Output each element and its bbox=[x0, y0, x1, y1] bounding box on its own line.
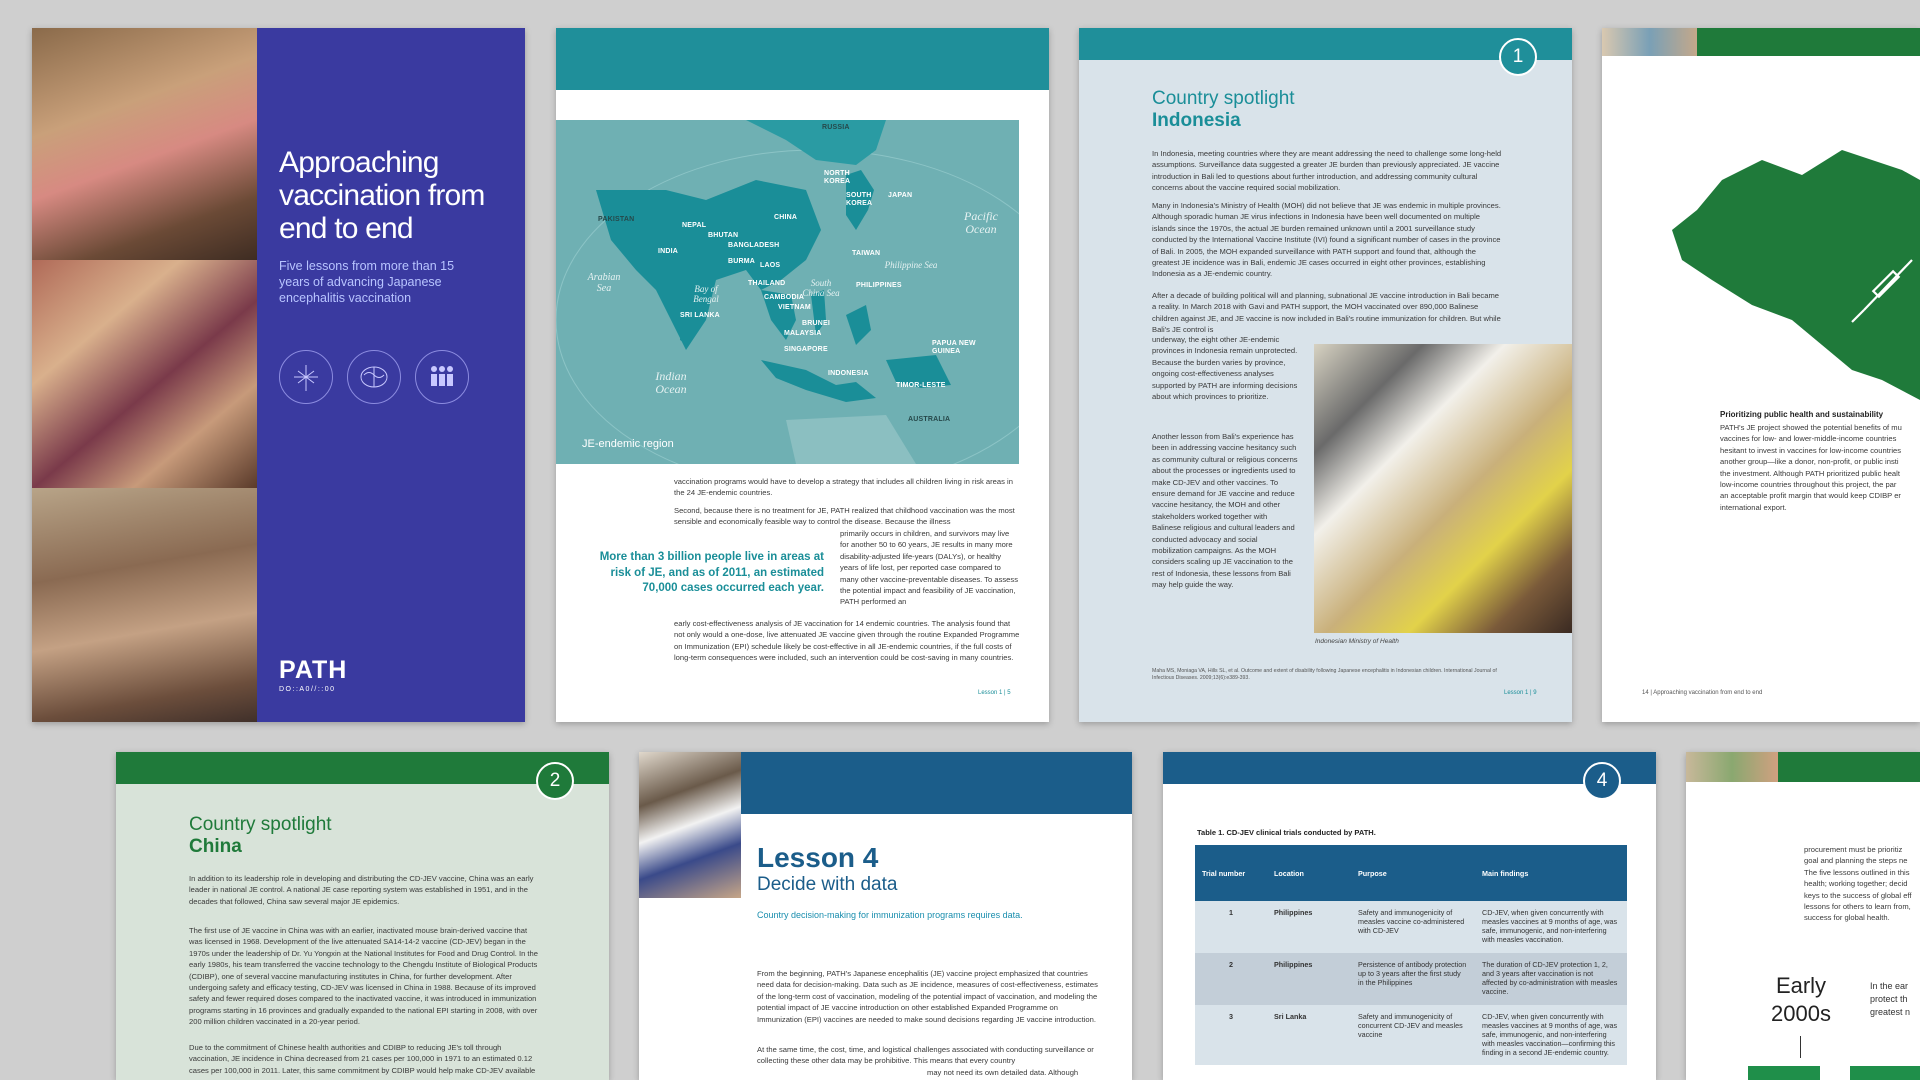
indonesia-photo-caption: Indonesian Ministry of Health bbox=[1315, 638, 1399, 645]
lesson4-photo bbox=[639, 752, 741, 898]
lesson-number-badge: 4 bbox=[1583, 762, 1621, 800]
map-label-pakistan: PAKISTAN bbox=[598, 216, 635, 223]
china-map-line: hesitant to invest in vaccines for low-income countries bbox=[1720, 445, 1902, 455]
lesson4-para3: may not need its own detailed data. Although bbox=[927, 1068, 1079, 1077]
lesson4-para1: From the beginning, PATH's Japanese encephalitis (JE) vaccine project emphasized that countries need data for decision-making. Data such as JE incidence, measures of cost-effectiveness, estimates of the long-term cost of vaccination, modeling of the potential impact of vaccination, and modeling the potential impact of JE vaccine introduction on other established Expanded Programme on Immunization (EPI) vaccines are needed to make sound decisions regarding JE vaccine introduction. bbox=[757, 969, 1098, 1024]
table-row bbox=[1195, 901, 1627, 953]
china-map-line: vaccines for low- and lower-middle-income countries bbox=[1720, 434, 1897, 444]
table-cell: Safety and immunogenicity of measles vaccine co-administered with CD-JEV bbox=[1358, 908, 1465, 935]
china-map-line: the investment. Although PATH prioritized public healt bbox=[1720, 468, 1900, 478]
map-label-bangladesh: BANGLADESH bbox=[728, 242, 780, 249]
table-cell: 2 bbox=[1229, 960, 1233, 969]
map-south-china-sea: South China Sea bbox=[802, 278, 840, 298]
indonesia-para3b: underway, the eight other JE-endemic provinces in Indonesia remain unprotected. Because the burden varies by province, ongoing cost-effectiveness analyses supported by PATH are informing decisions about which provinces to prioritize. bbox=[1152, 335, 1298, 402]
table-cell: Philippines bbox=[1274, 908, 1313, 917]
path-logo-sub: DO::A0//::00 bbox=[279, 686, 336, 693]
closing-line: health; working together; decid bbox=[1804, 879, 1908, 889]
table-cell: 3 bbox=[1229, 1012, 1233, 1021]
map-label-australia: AUSTRALIA bbox=[908, 416, 951, 423]
map-pacific-ocean: Pacific Ocean bbox=[964, 209, 998, 236]
mosquito-icon bbox=[279, 350, 333, 404]
closing-line: keys to the success of global eff bbox=[1804, 890, 1912, 900]
table-cell: Sri Lanka bbox=[1274, 1012, 1307, 1021]
china-map-line: another group—like a donor, non-profit, or public insti bbox=[1720, 457, 1899, 467]
table-header-cell: Trial number bbox=[1195, 845, 1267, 901]
map-label-thailand: THAILAND bbox=[748, 280, 786, 287]
map-label-burma: BURMA bbox=[728, 258, 756, 265]
indonesia-title: Indonesia bbox=[1152, 110, 1241, 131]
china-map-line: PATH's JE project showed the potential benefits of mu bbox=[1720, 423, 1902, 432]
table-cell: CD-JEV, when given concurrently with measles vaccines at 9 months of age, was safe, immunogenic, and non-interfering with measles vaccination. bbox=[1482, 908, 1618, 944]
china-map-page bbox=[1602, 28, 1920, 722]
china-map-heading: Prioritizing public health and sustainability bbox=[1720, 410, 1884, 419]
indonesia-kicker: Country spotlight bbox=[1152, 88, 1295, 109]
map-label-china: CHINA bbox=[774, 214, 798, 221]
closing-body bbox=[1804, 844, 1912, 924]
china-page bbox=[116, 752, 609, 1080]
table-cell: Safety and immunogenicity of concurrent CD-JEV and measles vaccine bbox=[1358, 1012, 1463, 1039]
path-logo: PATH bbox=[279, 656, 348, 684]
lesson4-para2: At the same time, the cost, time, and logistical challenges associated with conducting surveillance or collecting these other data may be prohibitive. This means that every country bbox=[757, 1045, 1094, 1066]
indonesia-footer: Lesson 1 | 9 bbox=[1504, 690, 1537, 696]
map-region-label: JE-endemic region bbox=[582, 438, 674, 450]
map-label-japan: JAPAN bbox=[888, 192, 913, 199]
map-label-malaysia: MALAYSIA bbox=[784, 330, 822, 337]
map-indian-ocean: Indian Ocean bbox=[655, 369, 687, 396]
table-cell: CD-JEV, when given concurrently with measles vaccines at 9 months of age, was safe, immunogenic, and non-interfering with measles vaccination—confirming this finding in a second JE-endemic country. bbox=[1482, 1012, 1618, 1057]
timeline-era-text bbox=[1870, 980, 1910, 1019]
cover-page bbox=[32, 28, 525, 722]
timeline-block bbox=[1850, 1066, 1920, 1080]
map-label-vietnam: VIETNAM bbox=[778, 304, 811, 311]
clinical-trials-table bbox=[1195, 845, 1627, 1065]
map-label-singapore: SINGAPORE bbox=[784, 346, 828, 353]
lesson4-title: Lesson 4 bbox=[757, 842, 879, 873]
indonesia-para2: Many in Indonesia's Ministry of Health (MOH) did not believe that JE was endemic in multiple provinces. Although sporadic human JE virus infections in Indonesia have been well documented on multiple islands since the 1970s, the actual JE burden remained unknown until a 2001 surveillance study conducted by the International Vaccine Institute (IVI) found a significant number of cases in the province of Bali. In 2005, the MOH expanded surveillance with PATH support and found that, although the greatest JE incidence was in Bali, endemic JE cases occurred in eight other provinces, establishing Indonesia as a JE-endemic country. bbox=[1152, 201, 1501, 279]
je-map bbox=[556, 120, 1019, 464]
table-header-cell: Location bbox=[1267, 845, 1351, 901]
table-cell: 1 bbox=[1229, 908, 1233, 917]
cover-panel bbox=[257, 28, 525, 722]
indonesia-page bbox=[1079, 28, 1572, 722]
cover-title: Approaching vaccination from end to end bbox=[279, 146, 485, 245]
closing-top-photo bbox=[1686, 752, 1778, 782]
closing-band bbox=[1778, 752, 1920, 782]
map-top-band bbox=[556, 28, 1049, 90]
map-philippine-sea: Philippine Sea bbox=[884, 260, 938, 270]
je-map-svg bbox=[556, 120, 1019, 464]
map-label-nepal: NEPAL bbox=[682, 222, 707, 229]
map-arabian-sea: Arabian Sea bbox=[587, 272, 621, 294]
lesson4-subtitle: Decide with data bbox=[757, 874, 898, 895]
indonesia-photo bbox=[1314, 344, 1572, 633]
map-page-para2a: Second, because there is no treatment for JE, PATH realized that childhood vaccination was the most sensible and economically feasible way to control the disease. Because the illness bbox=[674, 506, 1015, 527]
table-header-cell: Purpose bbox=[1351, 845, 1475, 901]
table-header-cell: Main findings bbox=[1475, 845, 1627, 901]
map-page-para1: vaccination programs would have to develop a strategy that includes all children living in risk areas in the 24 JE-endemic countries. bbox=[674, 477, 1013, 498]
timeline-line: In the ear bbox=[1870, 981, 1909, 991]
lesson4-lead: Country decision-making for immunization programs requires data. bbox=[757, 910, 1023, 920]
map-label-timor-leste: TIMOR-LESTE bbox=[896, 382, 946, 389]
timeline-line: greatest n bbox=[1870, 1007, 1911, 1017]
map-label-bhutan: BHUTAN bbox=[708, 232, 739, 239]
china-para2: The first use of JE vaccine in China was with an earlier, inactivated mouse brain-derived vaccine that was licensed in 1968. Development of the live attenuated SA14-14-2 vaccine (CD-JEV) began in the 1970s under the leadership of Dr. Yu Yongxin at the National Institutes for Food and Drug Control. In the early 1980s, his team transferred the vaccine technology to the Chengdu Institute of Biological Products (CDIBP), one of several vaccine manufacturing institutes in China, for further development. After undergoing safety and efficacy testing, CD-JEV was licensed in China in 1988. Because of its improved safety and fewer required doses compared to the inactivated vaccine, it was introduced in immunization programs starting in 16 provinces and gradually expanded to the national EPI starting in 2008, with over 200 million children vaccinated in a 20-year period. bbox=[189, 926, 538, 1027]
map-page bbox=[556, 28, 1049, 722]
china-para1: In addition to its leadership role in developing and distributing the CD-JEV vaccine, China was an early leader in national JE control. A national JE case reporting system was established in 1951, and in the decades that followed, China saw several major JE epidemics. bbox=[189, 874, 534, 906]
cover-photo-family bbox=[32, 28, 257, 260]
china-title: China bbox=[189, 836, 242, 857]
indonesia-para1: In Indonesia, meeting countries where they are meant addressing the need to challenge some long-held assumptions. Surveillance data suggested a greater JE burden than previously appreciated. JE vaccine introduction in Bali led to questions about further introduction, and addressing community cultural concerns about the vaccine required social mobilization. bbox=[1152, 149, 1502, 193]
china-top-photo bbox=[1602, 28, 1697, 56]
map-label-indonesia: INDONESIA bbox=[828, 370, 869, 377]
closing-line: goal and planning the steps ne bbox=[1804, 856, 1908, 866]
table-row bbox=[1195, 1005, 1627, 1065]
table-cell: Philippines bbox=[1274, 960, 1313, 969]
china-map-shape bbox=[1602, 140, 1920, 400]
map-pullquote: More than 3 billion people live in areas at risk of JE, and as of 2011, an estimated 70,000 cases occurred each year. bbox=[599, 551, 824, 594]
table-cell: Persistence of antibody protection up to 3 years after the first study in the Philippines bbox=[1358, 960, 1467, 987]
map-label-russia: RUSSIA bbox=[822, 124, 850, 131]
china-map-body bbox=[1720, 422, 1902, 513]
indonesia-para4: Another lesson from Bali's experience has been in addressing vaccine hesitancy such as community cultural or religious concerns about the processes or ingredients used to make CD-JEV and other vaccines. To ensure demand for JE vaccine and reduce vaccine hesitancy, the MOH and other stakeholders worked together with Balinese religious and cultural leaders and conducted advocacy and social mobilization campaigns. As the MOH considers scaling up JE vaccination to the rest of Indonesia, these lessons from Bali may help guide the way. bbox=[1152, 432, 1298, 590]
timeline-arrow bbox=[1800, 1036, 1801, 1058]
closing-line: success for global health. bbox=[1804, 913, 1890, 923]
closing-line: procurement must be prioritiz bbox=[1804, 845, 1903, 854]
table-header-row bbox=[1195, 845, 1627, 901]
map-label-laos: LAOS bbox=[760, 262, 781, 269]
china-map-line: an acceptable profit margin that would keep CDIBP er bbox=[1720, 491, 1901, 501]
china-map-line: low-income countries throughout this project, the par bbox=[1720, 480, 1897, 490]
china-kicker: Country spotlight bbox=[189, 814, 332, 835]
brain-icon bbox=[347, 350, 401, 404]
map-label-south-korea: SOUTH KOREA bbox=[846, 192, 873, 207]
map-page-para2c: early cost-effectiveness analysis of JE vaccination for 14 endemic countries. The analysis found that not only would a one-dose, live attenuated JE vaccine given through the routine Expanded Programme on Immunization (EPI) schedule likely be cost-effective in all JE-endemic countries, if the full costs of long-term consequences were included, such an intervention could be cost-saving in many countries. bbox=[674, 619, 1020, 663]
lesson4-band bbox=[741, 752, 1132, 814]
timeline-era: Early 2000s bbox=[1771, 973, 1831, 1026]
closing-line: The five lessons outlined in this bbox=[1804, 867, 1910, 877]
china-map-line: international export. bbox=[1720, 502, 1787, 512]
map-bay-of-bengal: Bay of Bengal bbox=[693, 284, 719, 304]
map-label-north-korea: NORTH KOREA bbox=[824, 170, 851, 185]
indonesia-footnote: Maha MS, Moniaga VA, Hills SL, et al. Outcome and extent of disability following Japanese encephalitis in Indonesian children. International Journal of Infectious Diseases. 2009;13(6):e389-393. bbox=[1152, 668, 1497, 681]
spotlight-number-badge: 1 bbox=[1499, 38, 1537, 76]
map-page-footer: Lesson 1 | 5 bbox=[978, 690, 1011, 696]
people-icon bbox=[415, 350, 469, 404]
cover-icons bbox=[279, 350, 489, 406]
timeline-line: protect th bbox=[1870, 994, 1908, 1004]
cover-subtitle: Five lessons from more than 15 years of advancing Japanese encephalitis vaccination bbox=[279, 259, 455, 305]
map-label-cambodia: CAMBODIA bbox=[764, 294, 805, 301]
china-map-footer: 14 | Approaching vaccination from end to end bbox=[1642, 690, 1763, 696]
china-top-band bbox=[1697, 28, 1920, 56]
map-label-taiwan: TAIWAN bbox=[852, 250, 881, 257]
closing-page bbox=[1686, 752, 1920, 1080]
china-para3: Due to the commitment of Chinese health authorities and CDIBP to reducing JE's toll through vaccination, JE incidence in China decreased from 21 cases per 100,000 in 1971 to an estimated 0.12 cases per 100,000 in 2011. Later, this same commitment by CDIBP would help make CD-JEV available bbox=[189, 1043, 536, 1075]
timeline-block bbox=[1748, 1066, 1820, 1080]
map-label-png: PAPUA NEW GUINEA bbox=[932, 340, 976, 355]
closing-line: lessons for others to learn from, bbox=[1804, 902, 1911, 912]
table-caption: Table 1. CD-JEV clinical trials conducted by PATH. bbox=[1197, 828, 1376, 837]
map-label-india: INDIA bbox=[658, 248, 679, 255]
spotlight-number-badge: 2 bbox=[536, 762, 574, 800]
table-page bbox=[1163, 752, 1656, 1080]
map-page-para2b: primarily occurs in children, and survivors may live for another 50 to 60 years, JE results in many more disability-adjusted life-years (DALYs), or healthy years of life lost, per reported case compared to many other vaccine-preventable diseases. To assess the potential impact and feasibility of JE vaccination, PATH performed an bbox=[840, 529, 1018, 607]
indonesia-para3: After a decade of building political will and planning, subnational JE vaccine introduction in Bali became a reality. In March 2018 with Gavi and PATH support, the MOH vaccinated over 890,000 Balinese children against JE, and JE vaccine is now included in Bali's routine immunization for children. But while Bali's JE control is bbox=[1152, 291, 1501, 335]
table-cell: The duration of CD-JEV protection 1, 2, and 3 years after vaccination is not affected by co-administration with measles vaccine. bbox=[1482, 960, 1618, 996]
map-label-sri-lanka: SRI LANKA bbox=[680, 312, 720, 319]
cover-photo-vaccination bbox=[32, 260, 257, 488]
map-label-philippines: PHILIPPINES bbox=[856, 282, 902, 289]
lesson4-page bbox=[639, 752, 1132, 1080]
cover-photo-children bbox=[32, 488, 257, 722]
map-label-brunei: BRUNEI bbox=[802, 320, 831, 327]
table-row bbox=[1195, 953, 1627, 1005]
